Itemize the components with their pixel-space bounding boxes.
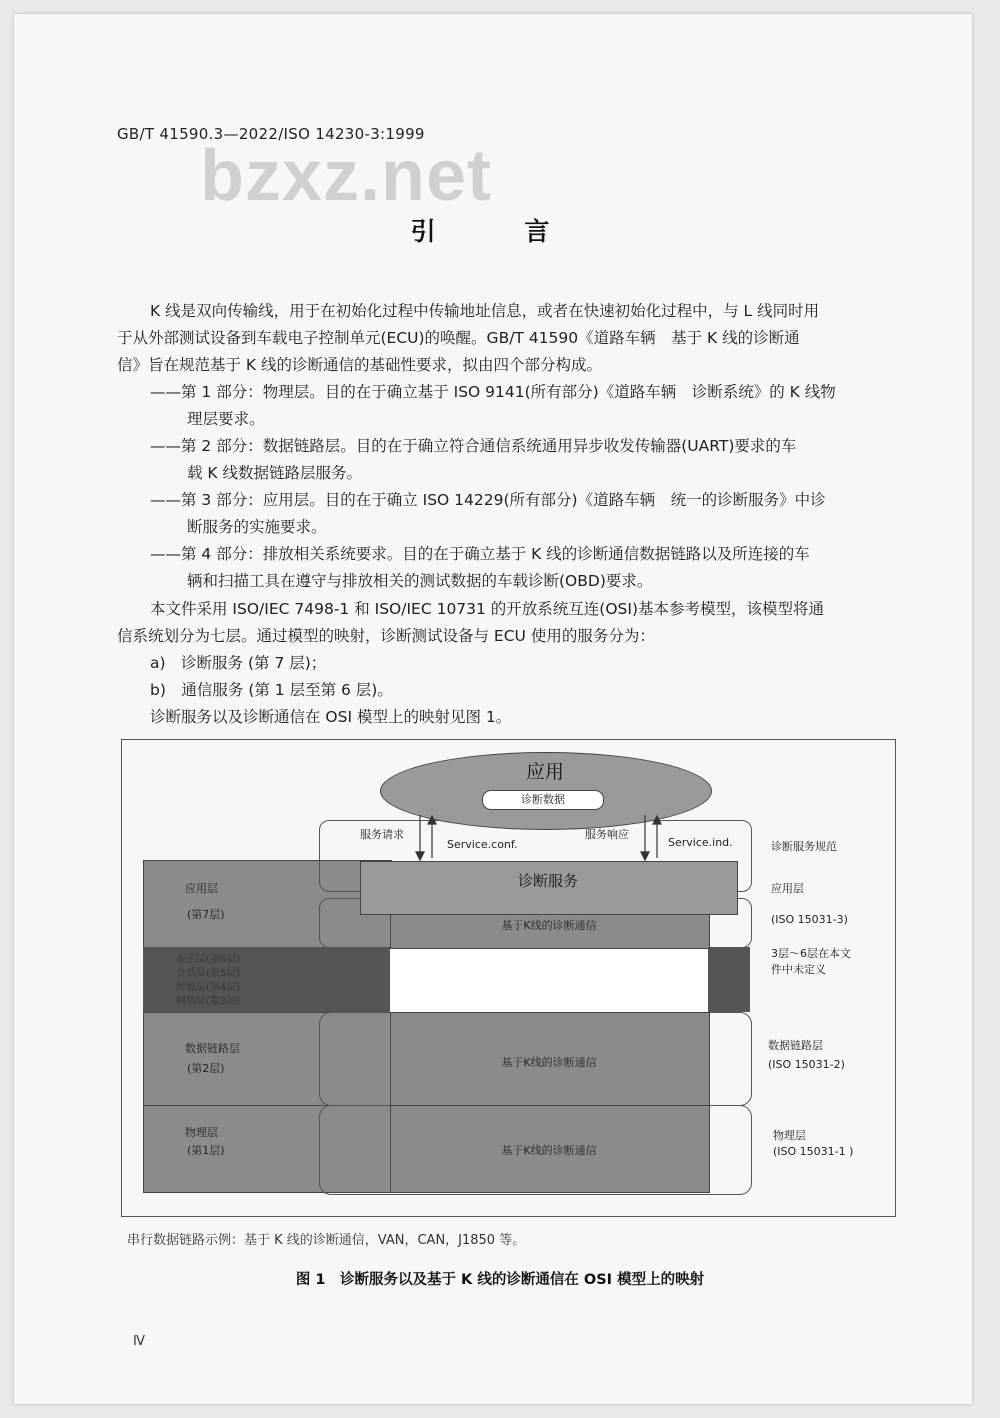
kline-comm-label-bot: 基于K线的诊断通信 <box>501 1144 597 1157</box>
service-conf-label: Service.conf. <box>447 838 518 851</box>
layer7-number: (第7层) <box>187 908 225 921</box>
right-app-iso-label: (ISO 15031-3) <box>771 913 848 926</box>
layer5-label: 会话层(第5层) <box>176 968 241 979</box>
kline-comm-label-top: 基于K线的诊断通信 <box>501 919 597 932</box>
list-item-a: a) 诊断服务 (第 7 层)； <box>150 654 327 672</box>
service-request-label: 服务请求 <box>360 828 404 841</box>
right-app-layer-label: 应用层 <box>771 882 804 895</box>
layer4-label: 传输层(第4层) <box>176 982 241 993</box>
diag-service-spec-label: 诊断服务规范 <box>771 840 837 853</box>
list-item-b: b) 通信服务 (第 1 层至第 6 层)。 <box>150 681 393 699</box>
figure-note: 串行数据链路示例：基于 K 线的诊断通信，VAN，CAN，J1850 等。 <box>127 1233 526 1248</box>
part-list-item: 辆和扫描工具在遵守与排放相关的测试数据的车载诊断(OBD)要求。 <box>187 572 653 590</box>
service-ind-label: Service.ind. <box>668 836 733 849</box>
diag-service-label: 诊断服务 <box>517 872 578 890</box>
part-list-item: ——第 3 部分：应用层。目的在于确立 ISO 14229(所有部分)《道路车辆 统一的诊断服务》中诊 <box>150 491 826 509</box>
figure-caption: 图 1 诊断服务以及基于 K 线的诊断通信在 OSI 模型上的映射 <box>295 1272 705 1288</box>
part-list-item: ——第 1 部分：物理层。目的在于确立基于 ISO 9141(所有部分)《道路车辆 诊断系统》的 K 线物 <box>150 383 836 401</box>
page-title: 引 言 <box>410 217 590 246</box>
layer2-number: (第2层) <box>187 1062 225 1075</box>
part-list-item: ——第 4 部分：排放相关系统要求。目的在于确立基于 K 线的诊断通信数据链路以及所连接的车 <box>150 545 810 563</box>
right-datalink-iso-label: (ISO 15031-2) <box>768 1058 845 1071</box>
part-list-item: 理层要求。 <box>187 410 265 428</box>
intro-line: 于从外部测试设备到车载电子控制单元(ECU)的唤醒。GB/T 41590《道路车辆 基于 K 线的诊断通 <box>117 329 800 347</box>
right-physical-label: 物理层 <box>773 1129 806 1142</box>
right-undefined-label: 3层～6层在本文 <box>771 947 851 960</box>
part-list-item: ——第 2 部分：数据链路层。目的在于确立符合通信系统通用异步收发传输器(UART)要求的车 <box>150 437 797 455</box>
layer1-name: 物理层 <box>185 1126 218 1139</box>
standard-header: GB/T 41590.3—2022/ISO 14230-3:1999 <box>117 125 425 143</box>
layer2-name: 数据链路层 <box>185 1042 240 1055</box>
body-line: 诊断服务以及诊断通信在 OSI 模型上的映射见图 1。 <box>150 708 512 726</box>
kline-comm-label-mid: 基于K线的诊断通信 <box>501 1056 597 1069</box>
right-physical-iso-label: (ISO 15031-1 ) <box>773 1145 854 1158</box>
right-datalink-label: 数据链路层 <box>768 1039 823 1052</box>
intro-line: K 线是双向传输线，用于在初始化过程中传输地址信息，或者在快速初始化过程中，与 L 线同时用 <box>150 302 820 320</box>
body-line: 信系统划分为七层。通过模型的映射，诊断测试设备与 ECU 使用的服务分为： <box>117 627 655 645</box>
service-response-label: 服务响应 <box>585 828 629 841</box>
layer7-name: 应用层 <box>185 882 218 895</box>
layer3-label: 网络层(第3层) <box>176 996 241 1007</box>
layer1-number: (第1层) <box>187 1144 225 1157</box>
diag-data-box: 诊断数据 <box>482 790 604 810</box>
page-number: Ⅳ <box>133 1334 145 1349</box>
intro-line: 信》旨在规范基于 K 线的诊断通信的基础性要求，拟由四个部分构成。 <box>117 356 603 374</box>
part-list-item: 载 K 线数据链路层服务。 <box>187 464 363 482</box>
application-label: 应用 <box>525 761 564 783</box>
part-list-item: 断服务的实施要求。 <box>187 518 327 536</box>
watermark: bzxz.net <box>200 136 493 216</box>
layer6-label: 表示层(第6层) <box>176 954 241 965</box>
body-line: 本文件采用 ISO/IEC 7498-1 和 ISO/IEC 10731 的开放系统互连(OSI)基本参考模型，该模型将通 <box>150 600 825 618</box>
right-undefined-label: 件中未定义 <box>771 963 826 976</box>
